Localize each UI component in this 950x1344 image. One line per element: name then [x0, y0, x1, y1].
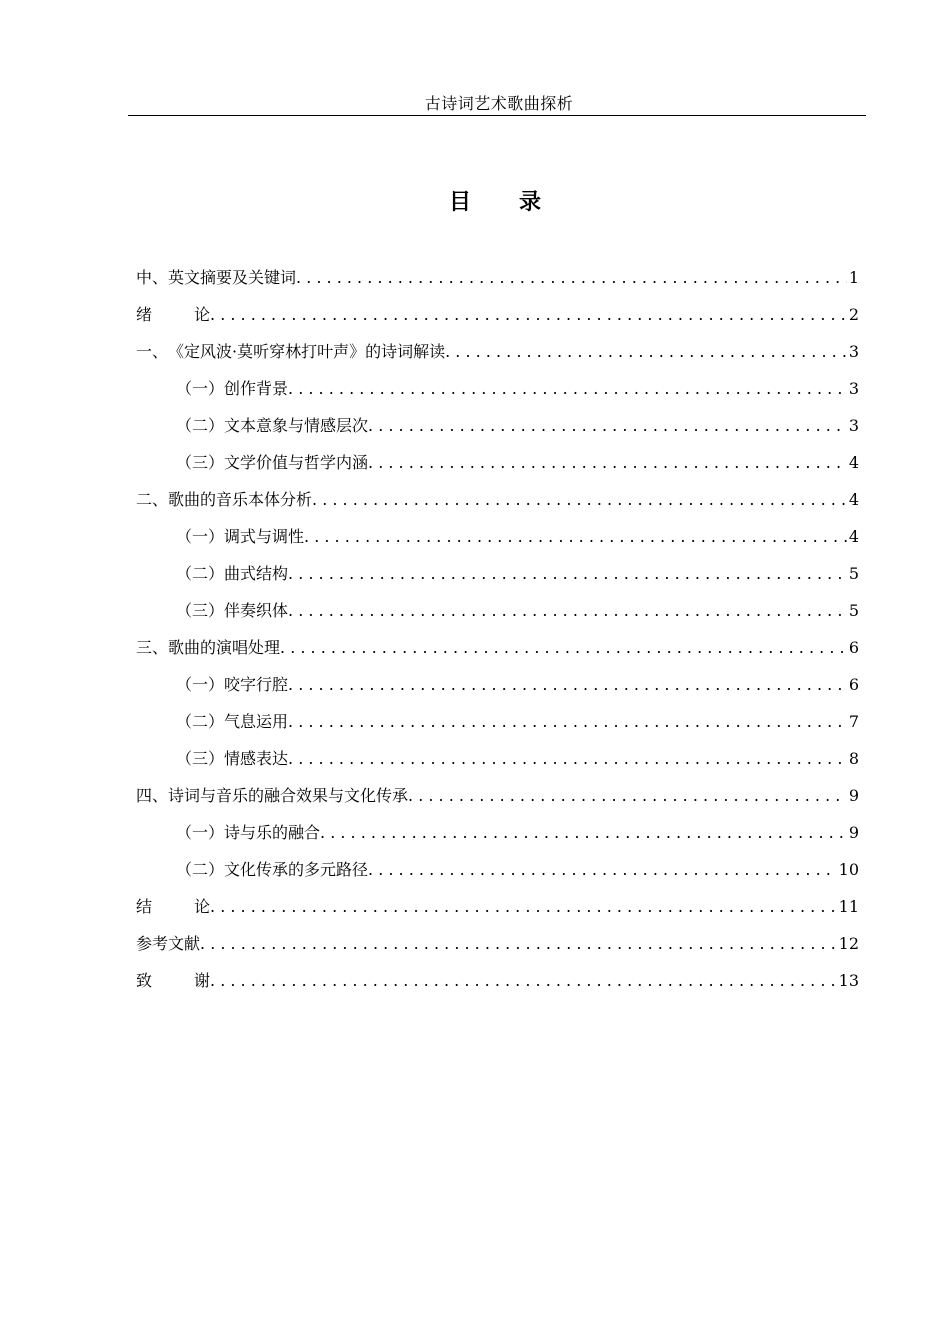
running-header-title: 古诗词艺术歌曲探析: [424, 94, 574, 113]
toc-entry-number: （三）: [176, 749, 225, 768]
toc-dot-leader: [368, 451, 847, 475]
toc-entry-label: [136, 895, 210, 919]
toc-entry-chapter-3[interactable]: [136, 636, 859, 660]
toc-entry-section-2-3[interactable]: [176, 599, 859, 623]
toc-dot-leader: [288, 599, 847, 623]
toc-entry-introduction[interactable]: [136, 303, 859, 327]
toc-entry-label: 《定风波·莫听穿林打叶声》的诗词解读: [168, 342, 446, 361]
toc-entry-section-3-3[interactable]: [176, 747, 859, 771]
toc-dot-leader: [288, 673, 847, 697]
toc-page-number: 7: [848, 712, 859, 731]
toc-dot-leader: [408, 784, 847, 808]
toc-entry-section-2-2[interactable]: [176, 562, 859, 586]
toc-page-number: 3: [848, 379, 859, 398]
toc-dot-leader: [312, 488, 847, 512]
toc-page-number: 6: [848, 638, 859, 657]
toc-entry-label: 调式与调性: [224, 527, 305, 546]
toc-entry-section-4-1[interactable]: [176, 821, 859, 845]
toc-entry-label: 情感表达: [224, 749, 289, 768]
toc-entry-label: 咬字行腔: [224, 675, 289, 694]
toc-entry-label: [136, 303, 210, 327]
toc-entry-label: 中、英文摘要及关键词: [136, 268, 297, 287]
toc-entry-number: （二）: [176, 712, 225, 731]
toc-entry-chapter-4[interactable]: [136, 784, 859, 808]
toc-label-char: 论: [194, 897, 211, 916]
toc-page-number: 5: [848, 564, 859, 583]
toc-entry-label: 曲式结构: [224, 564, 289, 583]
toc-entry-section-1-2[interactable]: [176, 414, 859, 438]
toc-page-number: 9: [848, 823, 859, 842]
toc-entry-number: 三、: [136, 638, 169, 657]
toc-entry-label: 文本意象与情感层次: [224, 416, 369, 435]
toc-dot-leader: [320, 821, 847, 845]
toc-label-char: 论: [194, 305, 211, 324]
toc-dot-leader: [210, 895, 837, 919]
toc-dot-leader: [288, 747, 847, 771]
toc-title-char-1: 目: [448, 189, 471, 215]
toc-title-char-2: 录: [519, 189, 542, 215]
toc-entry-label: 诗与乐的融合: [224, 823, 321, 842]
toc-dot-leader: [296, 266, 847, 290]
toc-dot-leader: [210, 969, 837, 993]
toc-entry-label: 伴奏织体: [224, 601, 289, 620]
toc-entry-number: （二）: [176, 860, 225, 879]
toc-page-number: 13: [838, 971, 859, 990]
toc-page-number: 3: [848, 342, 859, 361]
toc-entry-section-1-1[interactable]: [176, 377, 859, 401]
toc-dot-leader: [210, 303, 847, 327]
toc-page-number: 5: [848, 601, 859, 620]
toc-entry-chapter-2[interactable]: [136, 488, 859, 512]
toc-entry-section-3-2[interactable]: [176, 710, 859, 734]
toc-page-number: 4: [848, 527, 859, 546]
toc-page-number: 9: [848, 786, 859, 805]
toc-entry-label: 参考文献: [136, 934, 201, 953]
toc-dot-leader: [288, 710, 847, 734]
toc-label-char: 结: [136, 897, 153, 916]
toc-entry-label: 文化传承的多元路径: [224, 860, 369, 879]
toc-page-number: 4: [848, 490, 859, 509]
toc-dot-leader: [288, 377, 847, 401]
toc-entry-label: 文学价值与哲学内涵: [224, 453, 369, 472]
header-rule: [128, 115, 866, 116]
toc-entry-chapter-1[interactable]: [136, 340, 859, 364]
toc-entry-section-3-1[interactable]: [176, 673, 859, 697]
toc-dot-leader: [445, 340, 847, 364]
toc-entry-label: 创作背景: [224, 379, 289, 398]
toc-entry-section-2-1[interactable]: [176, 525, 859, 549]
toc-entry-label: 气息运用: [224, 712, 289, 731]
toc-entry-number: （三）: [176, 601, 225, 620]
toc-entry-number: （一）: [176, 527, 225, 546]
toc-page-number: 11: [838, 897, 859, 916]
toc-page-number: 10: [838, 860, 859, 879]
toc-entry-label: 歌曲的演唱处理: [168, 638, 281, 657]
toc-entry-label: 诗词与音乐的融合效果与文化传承: [168, 786, 409, 805]
toc-entry-label: [136, 969, 210, 993]
toc-entry-number: 二、: [136, 490, 169, 509]
toc-entry-section-1-3[interactable]: [176, 451, 859, 475]
toc-page-number: 1: [848, 268, 859, 287]
toc-label-char: 致: [136, 971, 153, 990]
toc-entry-number: 四、: [136, 786, 169, 805]
toc-page-number: 2: [848, 305, 859, 324]
toc-entry-number: （一）: [176, 823, 225, 842]
toc-dot-leader: [368, 414, 847, 438]
toc-title: [0, 186, 950, 218]
toc-entry-number: 一、: [136, 342, 169, 361]
toc-entry-number: （二）: [176, 564, 225, 583]
toc-entry-acknowledgements[interactable]: [136, 969, 859, 993]
toc-entry-references[interactable]: [136, 932, 859, 956]
toc-dot-leader: [304, 525, 847, 549]
toc-dot-leader: [368, 858, 837, 882]
toc-dot-leader: [200, 932, 837, 956]
toc-dot-leader: [280, 636, 847, 660]
toc-entry-abstract[interactable]: [136, 266, 859, 290]
toc-label-char: 绪: [136, 305, 153, 324]
toc-page-number: 3: [848, 416, 859, 435]
toc-label-char: 谢: [194, 971, 211, 990]
toc-page-number: 6: [848, 675, 859, 694]
toc-entry-label: 歌曲的音乐本体分析: [168, 490, 313, 509]
toc-page-number: 4: [848, 453, 859, 472]
toc-page-number: 12: [838, 934, 859, 953]
toc-entry-number: （一）: [176, 675, 225, 694]
toc-entry-number: （三）: [176, 453, 225, 472]
toc-entry-number: （二）: [176, 416, 225, 435]
toc-entry-section-4-2[interactable]: [176, 858, 859, 882]
toc-page-number: 8: [848, 749, 859, 768]
toc-entry-conclusion[interactable]: [136, 895, 859, 919]
toc-dot-leader: [288, 562, 847, 586]
toc-entry-number: （一）: [176, 379, 225, 398]
